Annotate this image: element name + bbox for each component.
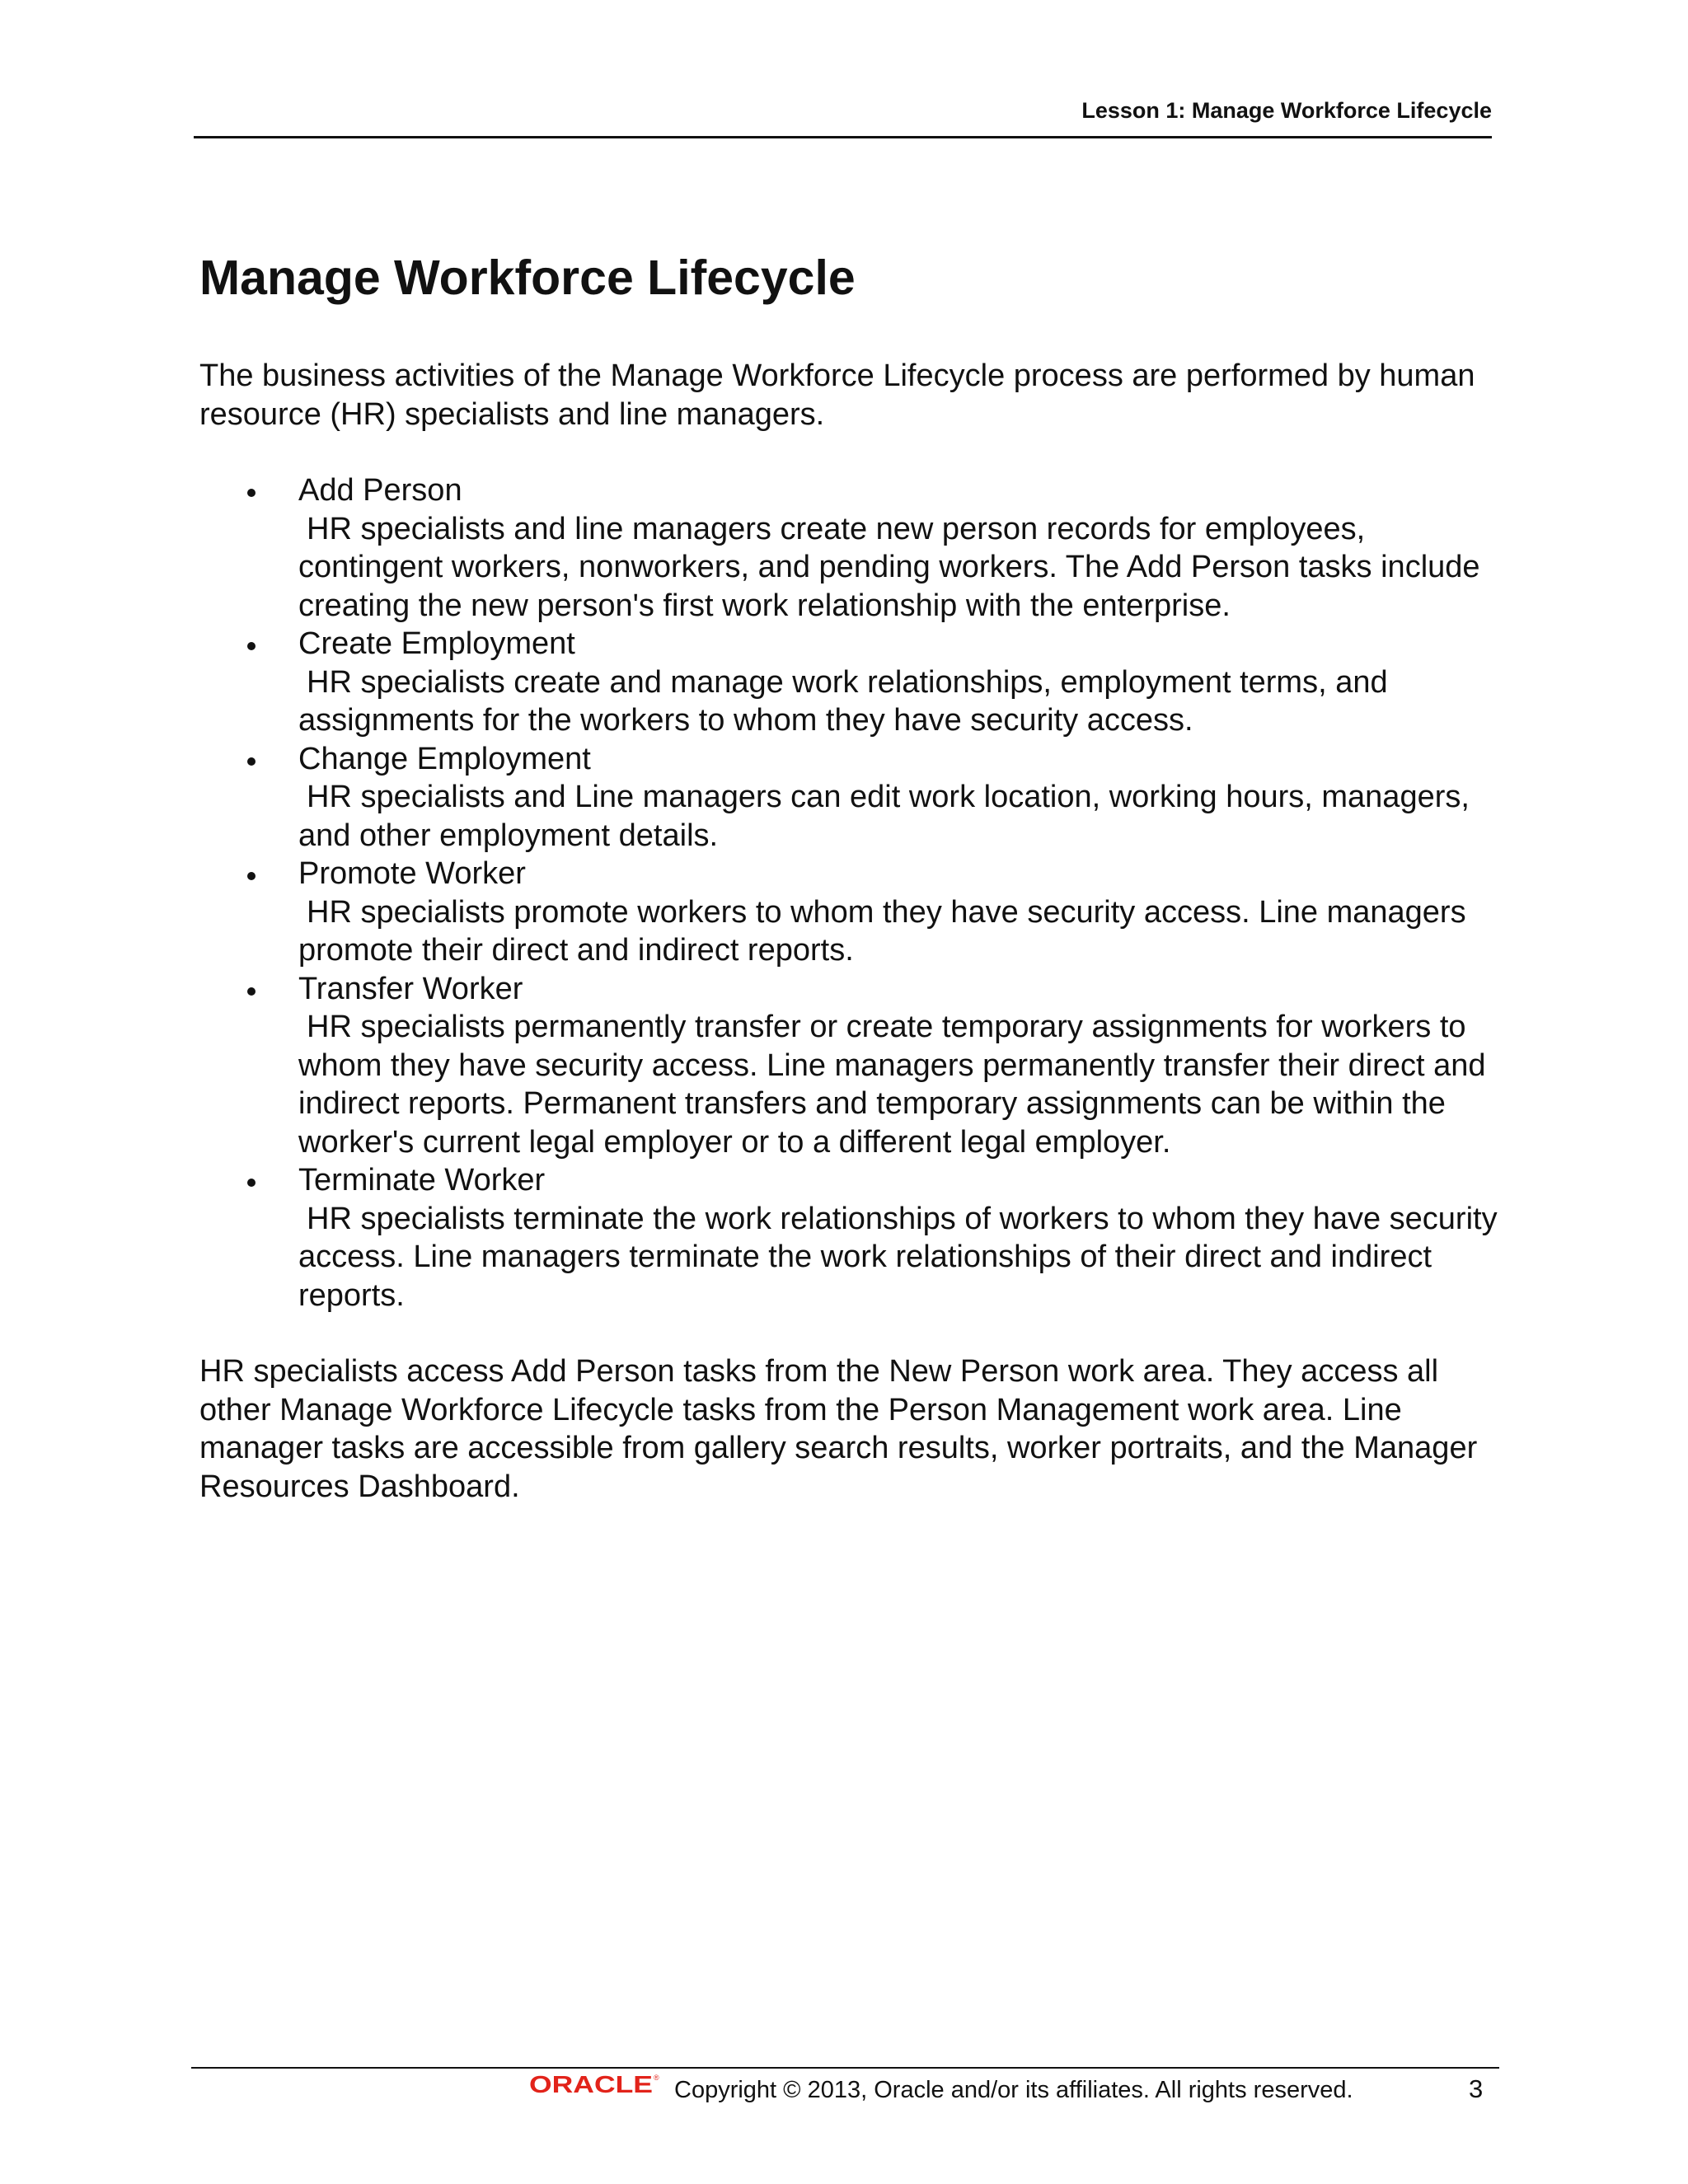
bullet-icon bbox=[247, 1179, 256, 1187]
document-body bbox=[199, 357, 1514, 1506]
list-item-title: Add Person bbox=[298, 473, 462, 508]
list-item-title: Create Employment bbox=[298, 626, 575, 661]
list-item bbox=[199, 740, 1514, 855]
page-number: 3 bbox=[1469, 2074, 1484, 2103]
list-item-description: HR specialists create and manage work relationships, employment terms, and assignments for the workers to whom they have security access. bbox=[298, 664, 1388, 738]
list-item-title: Transfer Worker bbox=[298, 971, 523, 1006]
list-item-title: Change Employment bbox=[298, 741, 591, 776]
closing-paragraph: HR specialists access Add Person tasks from the New Person work area. They access all other Manage Workforce Lifecycle tasks from the Person Management work area. Line manager tasks are accessible from gallery search results, worker portraits, and the Manager Resources Dashboard. bbox=[199, 1354, 1478, 1504]
bullet-icon bbox=[247, 872, 256, 880]
list-item bbox=[199, 471, 1514, 625]
intro-paragraph: The business activities of the Manage Workforce Lifecycle process are performed by human resource (HR) specialists and line managers. bbox=[199, 359, 1475, 432]
oracle-logo-icon bbox=[529, 2072, 659, 2097]
bullet-icon bbox=[247, 642, 256, 650]
list-item-title: Promote Worker bbox=[298, 856, 526, 891]
bullet-icon bbox=[247, 757, 256, 766]
bullet-icon bbox=[247, 489, 256, 497]
svg-text:®: ® bbox=[654, 2074, 659, 2082]
header-rule bbox=[194, 136, 1492, 138]
list-item-description: HR specialists terminate the work relationships of workers to whom they have security access. Line managers terminate the work relationships of their direct and indirect reports. bbox=[298, 1201, 1498, 1313]
copyright-notice: Copyright © 2013, Oracle and/or its affiliates. All rights reserved. bbox=[674, 2077, 1353, 2103]
list-item bbox=[199, 855, 1514, 970]
list-item-description: HR specialists and Line managers can edit work location, working hours, managers, and other employment details. bbox=[298, 780, 1470, 853]
list-item bbox=[199, 625, 1514, 740]
footer-rule bbox=[191, 2067, 1499, 2069]
list-item bbox=[199, 1161, 1514, 1315]
list-item-description: HR specialists permanently transfer or create temporary assignments for workers to whom they have security access. Line managers permanently transfer their direct and indirect reports. Permanent transfers and temporary assignments can be within the worker's current legal employer or to a different legal employer. bbox=[298, 1010, 1486, 1160]
list-item-title: Terminate Worker bbox=[298, 1163, 546, 1197]
list-item bbox=[199, 970, 1514, 1162]
bullet-icon bbox=[247, 987, 256, 996]
list-item-description: HR specialists promote workers to whom they have security access. Line managers promote their direct and indirect reports. bbox=[298, 894, 1466, 968]
activity-list bbox=[199, 471, 1514, 1315]
oracle-logo-text: ORACLE bbox=[529, 2072, 653, 2097]
running-header: Lesson 1: Manage Workforce Lifecycle bbox=[1081, 98, 1492, 123]
list-item-description: HR specialists and line managers create new person records for employees, contingent workers, nonworkers, and pending workers. The Add Person tasks include creating the new person's first work relationship with the enterprise. bbox=[298, 511, 1480, 623]
page-title: Manage Workforce Lifecycle bbox=[199, 251, 856, 305]
